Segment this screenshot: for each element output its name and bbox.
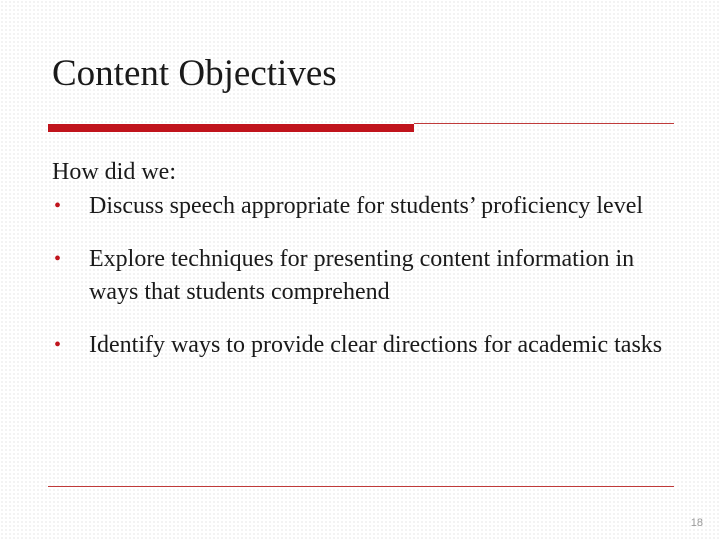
- bullet-list: [52, 190, 672, 362]
- footer-divider-line: [48, 486, 674, 487]
- slide-number: 18: [690, 517, 703, 529]
- slide-title: Content Objectives: [52, 53, 337, 94]
- bullet-item: [52, 190, 672, 223]
- bullet-item: [52, 329, 672, 362]
- title-accent-bar: [48, 124, 414, 132]
- bullet-text: Identify ways to provide clear directions for academic tasks: [89, 332, 663, 358]
- bullet-text: Discuss speech appropriate for students’ proficiency level: [89, 193, 644, 219]
- bullet-icon: •: [54, 334, 62, 356]
- bullet-icon: •: [54, 248, 62, 270]
- intro-text: How did we:: [52, 159, 176, 185]
- bullet-item: [52, 243, 672, 309]
- bullet-icon: •: [54, 195, 62, 217]
- slide-body: [52, 156, 672, 382]
- title-divider-line: [414, 123, 674, 124]
- bullet-text: Explore techniques for presenting content information in ways that students comprehend: [89, 246, 635, 305]
